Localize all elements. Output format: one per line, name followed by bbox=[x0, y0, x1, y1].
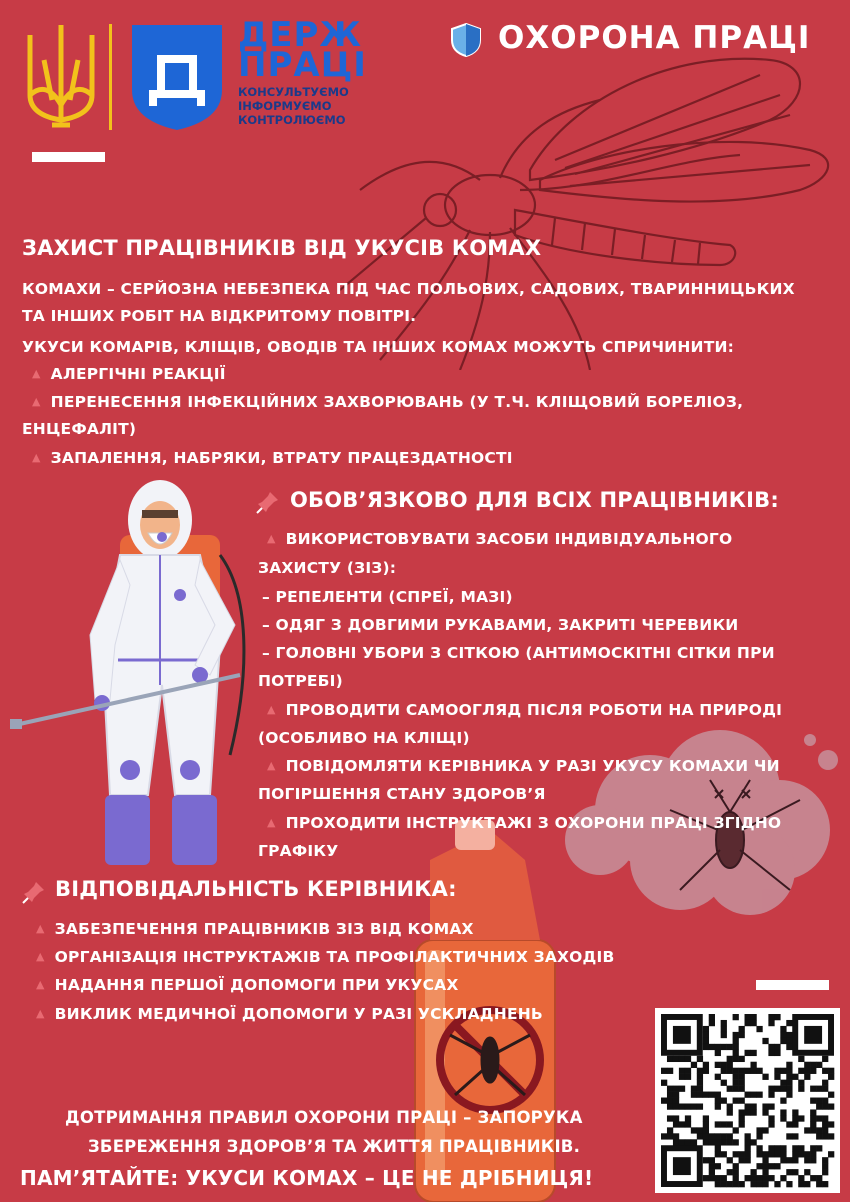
workers-item: ▲ ПОВІДОМЛЯТИ КЕРІВНИКА У РАЗІ УКУСУ КОМАХИ ЧИ bbox=[267, 757, 780, 775]
brand-name-bottom: ПРАЦІ bbox=[238, 45, 367, 85]
workers-subitem: – РЕПЕЛЕНТИ (СПРЕЇ, МАЗІ) bbox=[262, 588, 513, 606]
brand-slogan-2: ІНФОРМУЄМО bbox=[238, 99, 332, 113]
main-text-line-1: КОМАХИ – СЕРЙОЗНА НЕБЕЗПЕКА ПІД ЧАС ПОЛЬОВИХ, САДОВИХ, ТВАРИННИЦЬКИХ bbox=[22, 280, 795, 298]
qr-accent-bar bbox=[756, 980, 829, 990]
bullet-triangle-icon: ▲ bbox=[267, 532, 276, 545]
manager-item: ▲ ВИКЛИК МЕДИЧНОЇ ДОПОМОГИ У РАЗІ УСКЛАДНЕНЬ bbox=[36, 1005, 543, 1023]
workers-section-title: ОБОВ’ЯЗКОВО ДЛЯ ВСІХ ПРАЦІВНИКІВ: bbox=[290, 488, 779, 512]
bullet-triangle-icon: ▲ bbox=[36, 922, 45, 935]
mosquito-illustration bbox=[340, 40, 850, 370]
bullet-triangle-icon: ▲ bbox=[32, 367, 41, 380]
brand-slogan-1: КОНСУЛЬТУЄМО bbox=[238, 85, 349, 99]
workers-item-continued: (ОСОБЛИВО НА КЛІЩІ) bbox=[258, 729, 470, 747]
workers-item-continued: ГРАФІКУ bbox=[258, 842, 339, 860]
risk-item: ▲ АЛЕРГІЧНІ РЕАКЦІЇ bbox=[32, 365, 226, 383]
bullet-triangle-icon: ▲ bbox=[267, 759, 276, 772]
bullet-triangle-icon: ▲ bbox=[32, 451, 41, 464]
bullet-triangle-icon: ▲ bbox=[36, 950, 45, 963]
trident-icon bbox=[22, 20, 100, 135]
manager-item: ▲ ЗАБЕЗПЕЧЕННЯ ПРАЦІВНИКІВ ЗІЗ ВІД КОМАХ bbox=[36, 920, 474, 938]
shield-icon bbox=[449, 22, 483, 58]
workers-item-continued: ЗАХИСТУ (ЗІЗ): bbox=[258, 559, 397, 577]
qr-code-pattern bbox=[655, 1008, 840, 1193]
bullet-triangle-icon: ▲ bbox=[267, 703, 276, 716]
workers-item: ▲ ВИКОРИСТОВУВАТИ ЗАСОБИ ІНДИВІДУАЛЬНОГО bbox=[267, 530, 733, 548]
derzhpratsi-shield-icon bbox=[127, 20, 227, 132]
bullet-triangle-icon: ▲ bbox=[32, 395, 41, 408]
workers-item: ▲ ПРОХОДИТИ ІНСТРУКТАЖІ З ОХОРОНИ ПРАЦІ ЗГІДНО bbox=[267, 814, 782, 832]
qr-code[interactable] bbox=[655, 1008, 840, 1193]
manager-section-title: ВІДПОВІДАЛЬНІСТЬ КЕРІВНИКА: bbox=[55, 877, 457, 901]
worker-illustration bbox=[10, 475, 260, 875]
bullet-triangle-icon: ▲ bbox=[36, 1007, 45, 1020]
footer-line-2: ЗБЕРЕЖЕННЯ ЗДОРОВ’Я ТА ЖИТТЯ ПРАЦІВНИКІВ. bbox=[88, 1137, 581, 1156]
workers-subitem-continued: ПОТРЕБІ) bbox=[258, 672, 343, 690]
workers-subitem: – ГОЛОВНІ УБОРИ З СІТКОЮ (АНТИМОСКІТНІ СІТКИ ПРИ bbox=[262, 644, 775, 662]
pushpin-icon bbox=[256, 490, 280, 514]
bullet-triangle-icon: ▲ bbox=[267, 816, 276, 829]
risk-item: ▲ ЗАПАЛЕННЯ, НАБРЯКИ, ВТРАТУ ПРАЦЕЗДАТНОСТІ bbox=[32, 449, 513, 467]
risk-item-continued: ЕНЦЕФАЛІТ) bbox=[22, 420, 137, 438]
workers-item-continued: ПОГІРШЕННЯ СТАНУ ЗДОРОВ’Я bbox=[258, 785, 546, 803]
risk-item: ▲ ПЕРЕНЕСЕННЯ ІНФЕКЦІЙНИХ ЗАХВОРЮВАНЬ (У Т.Ч. КЛІЩОВИЙ БОРЕЛІОЗ, bbox=[32, 393, 744, 411]
main-text-line-2: ТА ІНШИХ РОБІТ НА ВІДКРИТОМУ ПОВІТРІ. bbox=[22, 307, 417, 325]
bullet-triangle-icon: ▲ bbox=[36, 978, 45, 991]
manager-item: ▲ ОРГАНІЗАЦІЯ ІНСТРУКТАЖІВ ТА ПРОФІЛАКТИЧНИХ ЗАХОДІВ bbox=[36, 948, 615, 966]
footer-line-1: ДОТРИМАННЯ ПРАВИЛ ОХОРОНИ ПРАЦІ – ЗАПОРУКА bbox=[65, 1108, 583, 1127]
pushpin-icon bbox=[22, 880, 46, 904]
header-divider bbox=[109, 24, 112, 130]
workers-subitem: – ОДЯГ З ДОВГИМИ РУКАВАМИ, ЗАКРИТІ ЧЕРЕВИКИ bbox=[262, 616, 739, 634]
brand-name-top: ДЕРЖ bbox=[238, 15, 363, 55]
workers-item: ▲ ПРОВОДИТИ САМООГЛЯД ПІСЛЯ РОБОТИ НА ПРИРОДІ bbox=[267, 701, 783, 719]
header-accent-bar bbox=[32, 152, 105, 162]
main-text-line-3: УКУСИ КОМАРІВ, КЛІЩІВ, ОВОДІВ ТА ІНШИХ КОМАХ МОЖУТЬ СПРИЧИНИТИ: bbox=[22, 338, 735, 356]
brand-slogan-3: КОНТРОЛЮЄМО bbox=[238, 113, 346, 127]
manager-item: ▲ НАДАННЯ ПЕРШОЇ ДОПОМОГИ ПРИ УКУСАХ bbox=[36, 976, 459, 994]
header-title: ОХОРОНА ПРАЦІ bbox=[498, 20, 811, 56]
footer-line-3: ПАМ’ЯТАЙТЕ: УКУСИ КОМАХ – ЦЕ НЕ ДРІБНИЦЯ! bbox=[20, 1166, 594, 1190]
main-section-title: ЗАХИСТ ПРАЦІВНИКІВ ВІД УКУСІВ КОМАХ bbox=[22, 236, 542, 260]
